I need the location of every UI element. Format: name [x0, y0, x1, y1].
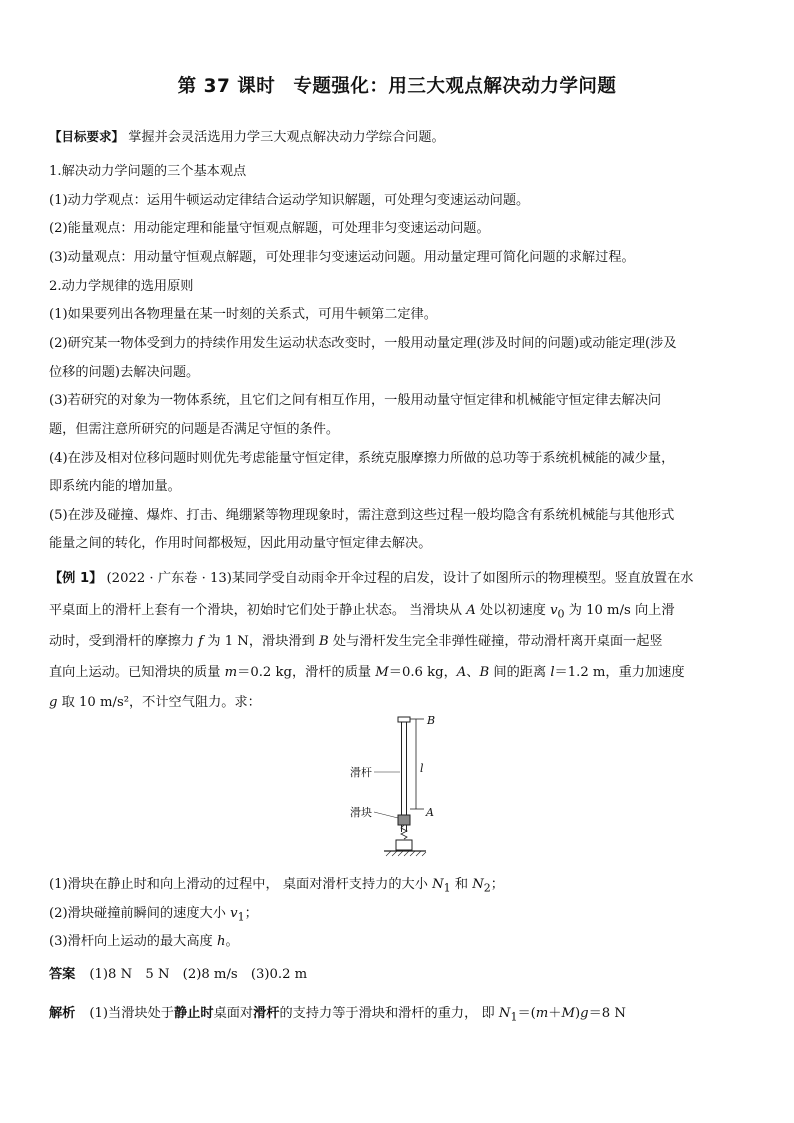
analysis-text: 的支持力等于滑块和滑杆的重力， 即	[279, 1006, 499, 1021]
goal-tag: 【目标要求】	[49, 129, 125, 144]
math-var: B	[479, 665, 490, 680]
example-text: 间的距离	[489, 665, 551, 680]
example-text: 、	[466, 665, 480, 680]
answer-text: (1)8 N 5 N (2)8 m/s (3)0.2 m	[89, 967, 308, 982]
analysis-text: 桌面对	[213, 1006, 254, 1021]
question-1	[49, 876, 504, 898]
question-text: ；	[244, 906, 258, 921]
math-var: B	[318, 634, 329, 649]
label-l: l	[420, 762, 424, 775]
page-title	[0, 72, 794, 98]
math-subscript: 1	[443, 881, 451, 895]
math-var: v	[230, 906, 238, 921]
example-text: 取 10 m/s²，不计空气阻力。求：	[57, 695, 261, 710]
rod-base	[396, 840, 412, 850]
analysis-emphasis: 滑杆	[253, 1006, 280, 1021]
math-subscript: 1	[510, 1010, 518, 1024]
example-line-3	[49, 633, 663, 651]
section-2-item-4-line-1: (4)在涉及相对位移问题时则优先考虑能量守恒定律，系统克服摩擦力所做的总功等于系统机械能的减少量，	[49, 451, 675, 466]
goal-text: 掌握并会灵活选用力学三大观点解决动力学综合问题。	[124, 130, 445, 145]
example-text: ＝1.2 m，重力加速度	[554, 665, 685, 680]
slider-block	[398, 815, 410, 825]
math-subscript: 0	[557, 607, 565, 621]
section-2-item-1: (1)如果要列出各物理量在某一时刻的关系式，可用牛顿第二定律。	[49, 307, 437, 322]
example-text: ＝0.6 kg，	[388, 665, 457, 680]
example-text: 为 10 m/s 向上滑	[564, 603, 675, 618]
section-1-item-1: (1)动力学观点：运用牛顿运动定律结合运动学知识解题，可处理匀变速运动问题。	[49, 193, 530, 208]
slider-rod-diagram	[340, 714, 470, 864]
example-text: (2022 · 广东卷 · 13)某同学受自动雨伞开伞过程的启发，设计了如图所示的物理模型。竖直放置在水	[102, 571, 694, 586]
math-var: m	[224, 665, 238, 680]
label-b: B	[427, 714, 436, 727]
example-text: 处以初速度	[475, 603, 551, 618]
section-2-item-2-line-2: 位移的问题)去解决问题。	[49, 365, 200, 380]
math-var: A	[456, 665, 467, 680]
example-text: 为 1 N，滑块滑到	[203, 634, 319, 649]
question-2	[49, 905, 258, 927]
math-subscript: 1	[237, 910, 245, 924]
analysis-text: ＝8 N	[588, 1006, 626, 1021]
example-text: 处与滑杆发生完全非弹性碰撞，带动滑杆离开桌面一起竖	[328, 634, 663, 649]
section-2-item-5-line-1: (5)在涉及碰撞、爆炸、打击、绳绷紧等物理现象时，需注意到这些过程一般均隐含有系统机械能与其他形式	[49, 508, 675, 523]
table-hatching	[386, 851, 426, 856]
analysis-text: ＋	[548, 1006, 562, 1021]
section-1-item-3: (3)动量观点：用动量守恒观点解题，可处理非匀变速运动问题。用动量定理可简化问题的求解过程。	[49, 250, 635, 265]
analysis	[49, 1005, 626, 1027]
math-var: v	[550, 603, 558, 618]
question-text: (1)滑块在静止时和向上滑动的过程中， 桌面对滑杆支持力的大小	[49, 877, 433, 892]
question-text: 和	[450, 877, 473, 892]
label-rod: 滑杆	[350, 766, 372, 779]
math-var: l	[550, 665, 555, 680]
analysis-label: 解析	[49, 1006, 76, 1021]
question-text: (3)滑杆向上运动的最大高度	[49, 934, 217, 949]
analysis-text: (1)当滑块处于	[89, 1006, 174, 1021]
question-text: ；	[490, 877, 504, 892]
example-text: 动时，受到滑杆的摩擦力	[49, 634, 199, 649]
section-2-item-2-line-1: (2)研究某一物体受到力的持续作用发生运动状态改变时，一般用动量定理(涉及时间的问题)或动能定理(涉及	[49, 336, 677, 351]
example-text: ＝0.2 kg，滑杆的质量	[237, 665, 376, 680]
math-var: N	[472, 877, 484, 892]
title-topic: 专题强化：用三大观点解决动力学问题	[293, 76, 617, 97]
math-var: g	[49, 695, 58, 710]
section-2-item-5-line-2: 能量之间的转化，作用时间都极短，因此用动量守恒定律去解决。	[49, 536, 432, 551]
section-2-heading: 2.动力学规律的选用原则	[49, 279, 194, 294]
title-lesson-number: 第 37 课时	[177, 76, 276, 97]
block-leader-line	[374, 812, 398, 818]
label-block: 滑块	[350, 806, 372, 819]
analysis-text: ＝(	[517, 1006, 536, 1021]
example-text: 平桌面上的滑杆上套有一个滑块，初始时它们处于静止状态。 当滑块从	[49, 603, 467, 618]
section-2-item-4-line-2: 即系统内能的增加量。	[49, 479, 181, 494]
math-subscript: 2	[483, 881, 491, 895]
example-line-5	[49, 694, 261, 712]
question-3	[49, 933, 239, 951]
rod-top-cap	[398, 717, 410, 722]
math-var: m	[535, 1006, 549, 1021]
section-2-item-3-line-2: 题，但需注意所研究的问题是否满足守恒的条件。	[49, 422, 340, 437]
math-var: g	[580, 1006, 589, 1021]
section-2-item-3-line-1: (3)若研究的对象为一物体系统，且它们之间有相互作用，一般用动量守恒定律和机械能守恒定律去解决问	[49, 393, 662, 408]
math-var: M	[561, 1006, 575, 1021]
diagram-svg	[340, 714, 470, 864]
math-var: A	[466, 603, 476, 618]
example-tag: 【例 1】	[49, 571, 103, 586]
section-1-item-2: (2)能量观点：用动能定理和能量守恒观点解题，可处理非匀变速运动问题。	[49, 221, 490, 236]
analysis-text: )	[575, 1006, 581, 1021]
math-var: N	[498, 1006, 511, 1021]
example-line-4	[49, 664, 685, 682]
example-line-2	[49, 602, 675, 624]
answer-label: 答案	[49, 967, 76, 982]
question-text: 。	[225, 934, 239, 949]
math-var: f	[198, 634, 204, 649]
math-var: h	[216, 934, 226, 949]
goal-requirement	[49, 128, 445, 147]
label-a: A	[426, 806, 434, 819]
section-1-heading: 1.解决动力学问题的三个基本观点	[49, 164, 247, 179]
analysis-emphasis: 静止时	[174, 1006, 214, 1021]
question-text: (2)滑块碰撞前瞬间的速度大小	[49, 906, 231, 921]
example-text: 直向上运动。已知滑块的质量	[49, 665, 225, 680]
example-line-1	[49, 570, 693, 588]
math-var: N	[432, 877, 444, 892]
answer	[49, 966, 307, 984]
math-var: M	[375, 665, 389, 680]
